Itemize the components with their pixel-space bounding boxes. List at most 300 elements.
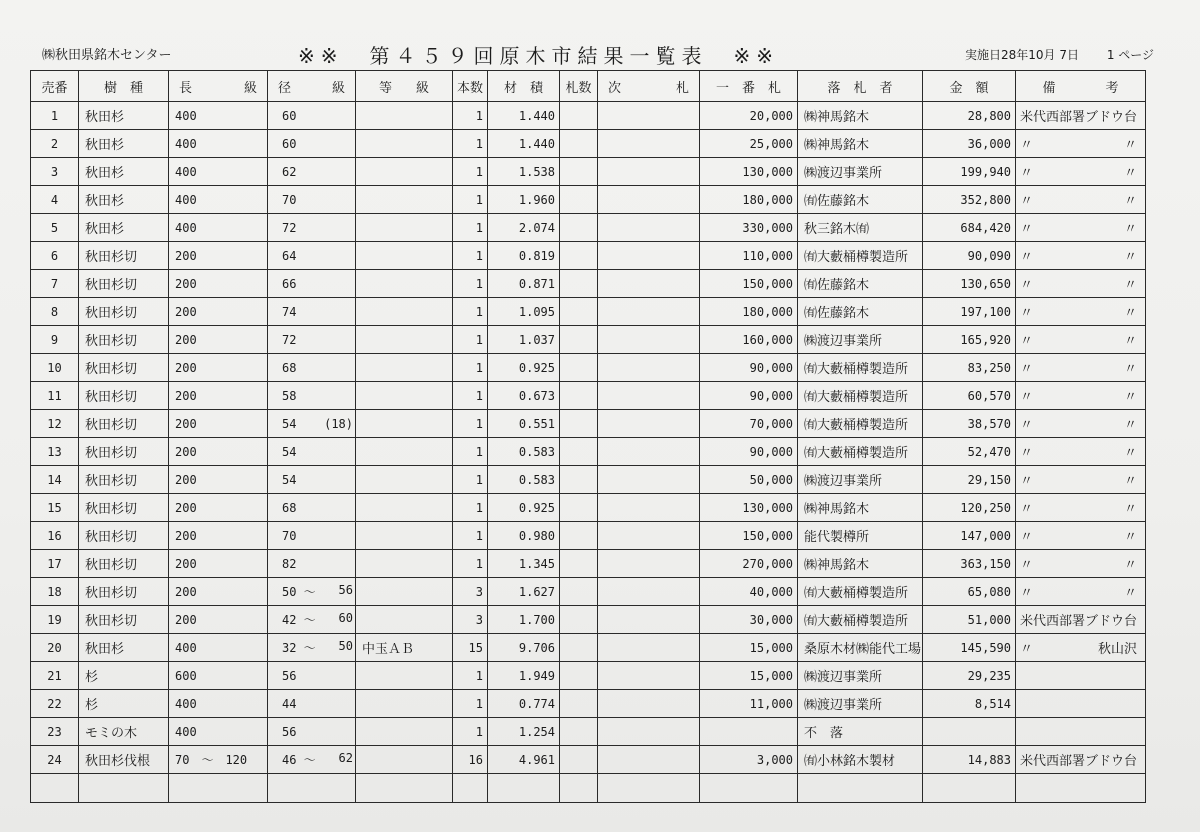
col-top-bid: 一 番 札 <box>700 71 798 102</box>
cell-top-bid: 270,000 <box>700 550 798 578</box>
cell-diameter: 60 <box>268 130 356 158</box>
col-no: 売番 <box>31 71 79 102</box>
cell-count: 1 <box>453 690 488 718</box>
cell-bids <box>560 326 598 354</box>
cell-top-bid: 160,000 <box>700 326 798 354</box>
cell-amount: 90,090 <box>923 242 1016 270</box>
cell-buyer: ㈲佐藤銘木 <box>798 270 923 298</box>
cell-note: 〃 〃 <box>1016 242 1146 270</box>
cell-count: 1 <box>453 662 488 690</box>
cell-grade <box>356 606 453 634</box>
cell-species: 秋田杉切 <box>79 522 169 550</box>
cell-bids <box>560 158 598 186</box>
cell-count: 1 <box>453 130 488 158</box>
cell-second-bid <box>598 242 700 270</box>
col-species: 樹 種 <box>79 71 169 102</box>
cell-note: 〃 〃 <box>1016 494 1146 522</box>
cell-top-bid <box>700 718 798 746</box>
cell-count: 1 <box>453 270 488 298</box>
cell-length: 400 <box>169 186 268 214</box>
table-row <box>31 326 1146 354</box>
cell-buyer: ㈲小林銘木製材 <box>798 746 923 774</box>
cell-length: 200 <box>169 494 268 522</box>
cell-note: 〃 〃 <box>1016 270 1146 298</box>
cell-buyer: ㈲佐藤銘木 <box>798 298 923 326</box>
cell-species: 秋田杉切 <box>79 438 169 466</box>
cell-bids <box>560 382 598 410</box>
cell-no: 4 <box>31 186 79 214</box>
cell-note: 〃 〃 <box>1016 354 1146 382</box>
cell-note: 〃 〃 <box>1016 466 1146 494</box>
cell-length: 200 <box>169 466 268 494</box>
empty-cell <box>1016 774 1146 803</box>
cell-no: 17 <box>31 550 79 578</box>
table-row <box>31 550 1146 578</box>
cell-length: 600 <box>169 662 268 690</box>
col-note: 備 考 <box>1016 71 1146 102</box>
cell-volume: 1.538 <box>488 158 560 186</box>
cell-species: 秋田杉切 <box>79 270 169 298</box>
cell-volume: 1.440 <box>488 130 560 158</box>
cell-no: 9 <box>31 326 79 354</box>
cell-diameter: 42 ～ 60 <box>268 606 356 634</box>
cell-no: 2 <box>31 130 79 158</box>
cell-second-bid <box>598 298 700 326</box>
cell-length: 400 <box>169 214 268 242</box>
table-row-empty <box>31 774 1146 803</box>
cell-grade <box>356 438 453 466</box>
table-header-row <box>31 71 1146 102</box>
cell-second-bid <box>598 354 700 382</box>
cell-diameter: 50 ～ 56 <box>268 578 356 606</box>
table-row <box>31 102 1146 130</box>
page-title: ※※ 第４５９回原木市結果一覧表 ※※ <box>298 44 780 68</box>
cell-top-bid: 130,000 <box>700 158 798 186</box>
table-row <box>31 410 1146 438</box>
empty-cell <box>31 774 79 803</box>
cell-buyer: ㈲大藪桶樽製造所 <box>798 242 923 270</box>
cell-grade <box>356 718 453 746</box>
cell-count: 1 <box>453 298 488 326</box>
cell-amount: 83,250 <box>923 354 1016 382</box>
cell-top-bid: 110,000 <box>700 242 798 270</box>
cell-bids <box>560 298 598 326</box>
cell-amount: 38,570 <box>923 410 1016 438</box>
cell-diameter: 74 <box>268 298 356 326</box>
cell-grade <box>356 326 453 354</box>
cell-note <box>1016 718 1146 746</box>
cell-volume: 0.774 <box>488 690 560 718</box>
cell-species: 秋田杉切 <box>79 466 169 494</box>
cell-volume: 2.074 <box>488 214 560 242</box>
cell-diameter: 46 ～ 62 <box>268 746 356 774</box>
cell-count: 1 <box>453 494 488 522</box>
cell-second-bid <box>598 214 700 242</box>
cell-volume: 1.254 <box>488 718 560 746</box>
cell-buyer: ㈲大藪桶樽製造所 <box>798 382 923 410</box>
cell-amount: 363,150 <box>923 550 1016 578</box>
cell-bids <box>560 466 598 494</box>
cell-note: 〃 〃 <box>1016 550 1146 578</box>
cell-length: 200 <box>169 438 268 466</box>
cell-count: 1 <box>453 522 488 550</box>
cell-no: 3 <box>31 158 79 186</box>
cell-species: 秋田杉切 <box>79 326 169 354</box>
cell-bids <box>560 102 598 130</box>
cell-bids <box>560 522 598 550</box>
table-row <box>31 354 1146 382</box>
cell-species: 秋田杉切 <box>79 606 169 634</box>
cell-buyer: ㈲大藪桶樽製造所 <box>798 438 923 466</box>
cell-note: 米代西部署 ブドウ台 <box>1016 102 1146 130</box>
cell-note: 〃 〃 <box>1016 186 1146 214</box>
cell-second-bid <box>598 326 700 354</box>
cell-diameter: 56 <box>268 662 356 690</box>
cell-bids <box>560 634 598 662</box>
cell-buyer: ㈱神馬銘木 <box>798 494 923 522</box>
cell-grade <box>356 354 453 382</box>
cell-note: 〃 〃 <box>1016 438 1146 466</box>
cell-amount: 28,800 <box>923 102 1016 130</box>
empty-cell <box>169 774 268 803</box>
cell-diameter: 56 <box>268 718 356 746</box>
empty-cell <box>560 774 598 803</box>
cell-buyer: 不 落 <box>798 718 923 746</box>
cell-grade <box>356 214 453 242</box>
cell-top-bid: 90,000 <box>700 382 798 410</box>
cell-top-bid: 20,000 <box>700 102 798 130</box>
cell-amount: 8,514 <box>923 690 1016 718</box>
cell-bids <box>560 494 598 522</box>
cell-volume: 0.551 <box>488 410 560 438</box>
cell-amount: 51,000 <box>923 606 1016 634</box>
cell-length: 200 <box>169 270 268 298</box>
cell-amount: 145,590 <box>923 634 1016 662</box>
cell-top-bid: 50,000 <box>700 466 798 494</box>
table-row <box>31 382 1146 410</box>
cell-buyer: ㈱神馬銘木 <box>798 550 923 578</box>
table-body <box>31 102 1146 803</box>
empty-cell <box>488 774 560 803</box>
table-row <box>31 662 1146 690</box>
table-row <box>31 634 1146 662</box>
cell-diameter: 54 <box>268 466 356 494</box>
cell-note: 〃 〃 <box>1016 158 1146 186</box>
cell-volume: 1.345 <box>488 550 560 578</box>
cell-buyer: ㈲佐藤銘木 <box>798 186 923 214</box>
cell-bids <box>560 606 598 634</box>
col-diameter: 径 級 <box>268 71 356 102</box>
cell-no: 8 <box>31 298 79 326</box>
empty-cell <box>798 774 923 803</box>
cell-amount: 130,650 <box>923 270 1016 298</box>
cell-no: 15 <box>31 494 79 522</box>
cell-bids <box>560 550 598 578</box>
cell-grade <box>356 746 453 774</box>
cell-bids <box>560 690 598 718</box>
cell-count: 3 <box>453 578 488 606</box>
cell-second-bid <box>598 522 700 550</box>
cell-count: 15 <box>453 634 488 662</box>
cell-no: 14 <box>31 466 79 494</box>
cell-volume: 1.095 <box>488 298 560 326</box>
cell-top-bid: 150,000 <box>700 270 798 298</box>
cell-length: 200 <box>169 242 268 270</box>
cell-grade <box>356 242 453 270</box>
cell-grade <box>356 466 453 494</box>
cell-top-bid: 15,000 <box>700 662 798 690</box>
cell-count: 1 <box>453 242 488 270</box>
cell-count: 1 <box>453 466 488 494</box>
cell-grade <box>356 690 453 718</box>
cell-buyer: ㈱渡辺事業所 <box>798 466 923 494</box>
cell-no: 7 <box>31 270 79 298</box>
cell-count: 1 <box>453 326 488 354</box>
cell-no: 20 <box>31 634 79 662</box>
cell-top-bid: 150,000 <box>700 522 798 550</box>
cell-second-bid <box>598 158 700 186</box>
cell-buyer: ㈱渡辺事業所 <box>798 326 923 354</box>
cell-no: 5 <box>31 214 79 242</box>
cell-top-bid: 180,000 <box>700 298 798 326</box>
cell-bids <box>560 270 598 298</box>
cell-top-bid: 30,000 <box>700 606 798 634</box>
cell-no: 12 <box>31 410 79 438</box>
cell-count: 1 <box>453 550 488 578</box>
col-count: 本数 <box>453 71 488 102</box>
cell-top-bid: 70,000 <box>700 410 798 438</box>
cell-species: 秋田杉 <box>79 634 169 662</box>
cell-length: 200 <box>169 298 268 326</box>
cell-note: 米代西部署 ブドウ台 <box>1016 746 1146 774</box>
cell-volume: 0.925 <box>488 494 560 522</box>
cell-grade <box>356 186 453 214</box>
cell-note <box>1016 662 1146 690</box>
cell-buyer: ㈲大藪桶樽製造所 <box>798 410 923 438</box>
cell-no: 18 <box>31 578 79 606</box>
cell-amount: 29,150 <box>923 466 1016 494</box>
cell-length: 200 <box>169 354 268 382</box>
cell-diameter: 82 <box>268 550 356 578</box>
cell-count: 1 <box>453 186 488 214</box>
empty-cell <box>356 774 453 803</box>
cell-second-bid <box>598 690 700 718</box>
cell-grade <box>356 410 453 438</box>
cell-bids <box>560 438 598 466</box>
cell-no: 6 <box>31 242 79 270</box>
cell-count: 1 <box>453 158 488 186</box>
cell-diameter: 70 <box>268 186 356 214</box>
cell-count: 1 <box>453 214 488 242</box>
cell-amount <box>923 718 1016 746</box>
col-second-bid: 次 札 <box>598 71 700 102</box>
cell-length: 400 <box>169 158 268 186</box>
cell-grade <box>356 298 453 326</box>
table-row <box>31 270 1146 298</box>
cell-volume: 0.980 <box>488 522 560 550</box>
cell-grade <box>356 102 453 130</box>
table-row <box>31 186 1146 214</box>
cell-no: 24 <box>31 746 79 774</box>
cell-diameter: 54 (18) <box>268 410 356 438</box>
cell-second-bid <box>598 382 700 410</box>
cell-volume: 0.871 <box>488 270 560 298</box>
table-row <box>31 746 1146 774</box>
cell-second-bid <box>598 494 700 522</box>
cell-buyer: 能代製樽所 <box>798 522 923 550</box>
cell-diameter: 62 <box>268 158 356 186</box>
cell-no: 1 <box>31 102 79 130</box>
cell-count: 16 <box>453 746 488 774</box>
empty-cell <box>923 774 1016 803</box>
cell-no: 10 <box>31 354 79 382</box>
table-row <box>31 494 1146 522</box>
cell-top-bid: 90,000 <box>700 354 798 382</box>
cell-diameter: 54 <box>268 438 356 466</box>
cell-bids <box>560 186 598 214</box>
cell-note: 米代西部署 ブドウ台 <box>1016 606 1146 634</box>
cell-count: 1 <box>453 410 488 438</box>
cell-volume: 0.925 <box>488 354 560 382</box>
cell-second-bid <box>598 186 700 214</box>
cell-length: 400 <box>169 634 268 662</box>
cell-volume: 9.706 <box>488 634 560 662</box>
cell-amount: 120,250 <box>923 494 1016 522</box>
cell-note: 〃 秋山沢 <box>1016 634 1146 662</box>
cell-diameter: 58 <box>268 382 356 410</box>
cell-second-bid <box>598 662 700 690</box>
cell-bids <box>560 578 598 606</box>
cell-no: 13 <box>31 438 79 466</box>
cell-buyer: ㈱渡辺事業所 <box>798 690 923 718</box>
cell-note: 〃 〃 <box>1016 130 1146 158</box>
cell-top-bid: 130,000 <box>700 494 798 522</box>
cell-second-bid <box>598 270 700 298</box>
cell-count: 1 <box>453 102 488 130</box>
cell-diameter: 68 <box>268 494 356 522</box>
cell-buyer: 桑原木材㈱能代工場 <box>798 634 923 662</box>
cell-volume: 0.583 <box>488 438 560 466</box>
cell-no: 16 <box>31 522 79 550</box>
cell-grade <box>356 550 453 578</box>
cell-diameter: 68 <box>268 354 356 382</box>
cell-amount: 29,235 <box>923 662 1016 690</box>
cell-grade <box>356 522 453 550</box>
cell-count: 3 <box>453 606 488 634</box>
cell-top-bid: 25,000 <box>700 130 798 158</box>
cell-volume: 0.673 <box>488 382 560 410</box>
cell-buyer: ㈱渡辺事業所 <box>798 158 923 186</box>
cell-diameter: 70 <box>268 522 356 550</box>
org-name: ㈱秋田県銘木センター <box>42 48 172 63</box>
cell-length: 200 <box>169 326 268 354</box>
col-length: 長 級 <box>169 71 268 102</box>
cell-no: 19 <box>31 606 79 634</box>
cell-no: 22 <box>31 690 79 718</box>
cell-amount: 65,080 <box>923 578 1016 606</box>
cell-grade <box>356 158 453 186</box>
cell-no: 23 <box>31 718 79 746</box>
empty-cell <box>453 774 488 803</box>
cell-volume: 0.583 <box>488 466 560 494</box>
cell-top-bid: 11,000 <box>700 690 798 718</box>
cell-bids <box>560 130 598 158</box>
cell-bids <box>560 746 598 774</box>
cell-buyer: ㈱渡辺事業所 <box>798 662 923 690</box>
cell-length: 400 <box>169 718 268 746</box>
table-row <box>31 242 1146 270</box>
cell-note: 〃 〃 <box>1016 522 1146 550</box>
cell-no: 21 <box>31 662 79 690</box>
date-and-page <box>965 46 1154 63</box>
cell-volume: 1.627 <box>488 578 560 606</box>
results-table <box>30 70 1146 803</box>
cell-second-bid <box>598 466 700 494</box>
cell-second-bid <box>598 634 700 662</box>
cell-second-bid <box>598 746 700 774</box>
cell-count: 1 <box>453 438 488 466</box>
cell-diameter: 64 <box>268 242 356 270</box>
cell-bids <box>560 242 598 270</box>
cell-buyer: 秋三銘木㈲ <box>798 214 923 242</box>
cell-volume: 4.961 <box>488 746 560 774</box>
cell-diameter: 44 <box>268 690 356 718</box>
cell-bids <box>560 410 598 438</box>
cell-note <box>1016 690 1146 718</box>
cell-count: 1 <box>453 718 488 746</box>
cell-species: 杉 <box>79 662 169 690</box>
cell-note: 〃 〃 <box>1016 578 1146 606</box>
cell-bids <box>560 718 598 746</box>
cell-length: 200 <box>169 550 268 578</box>
cell-bids <box>560 214 598 242</box>
execution-date: 実施日28年10月 7日 <box>965 48 1079 62</box>
cell-no: 11 <box>31 382 79 410</box>
cell-amount: 684,420 <box>923 214 1016 242</box>
table-row <box>31 522 1146 550</box>
table-row <box>31 606 1146 634</box>
cell-grade <box>356 270 453 298</box>
cell-amount: 36,000 <box>923 130 1016 158</box>
cell-second-bid <box>598 130 700 158</box>
cell-volume: 0.819 <box>488 242 560 270</box>
cell-buyer: ㈲大藪桶樽製造所 <box>798 354 923 382</box>
cell-volume: 1.037 <box>488 326 560 354</box>
cell-species: 秋田杉 <box>79 158 169 186</box>
cell-species: 秋田杉 <box>79 186 169 214</box>
cell-second-bid <box>598 550 700 578</box>
table-row <box>31 158 1146 186</box>
cell-grade <box>356 578 453 606</box>
cell-species: 秋田杉切 <box>79 382 169 410</box>
page-number: 1 ページ <box>1106 48 1155 62</box>
cell-species: 杉 <box>79 690 169 718</box>
cell-volume: 1.700 <box>488 606 560 634</box>
cell-grade <box>356 130 453 158</box>
cell-species: 秋田杉伐根 <box>79 746 169 774</box>
cell-volume: 1.949 <box>488 662 560 690</box>
cell-species: 秋田杉切 <box>79 550 169 578</box>
cell-length: 200 <box>169 382 268 410</box>
cell-species: 秋田杉切 <box>79 410 169 438</box>
cell-second-bid <box>598 102 700 130</box>
cell-species: 秋田杉切 <box>79 494 169 522</box>
cell-diameter: 72 <box>268 214 356 242</box>
empty-cell <box>79 774 169 803</box>
cell-second-bid <box>598 410 700 438</box>
col-bids: 札数 <box>560 71 598 102</box>
cell-note: 〃 〃 <box>1016 382 1146 410</box>
